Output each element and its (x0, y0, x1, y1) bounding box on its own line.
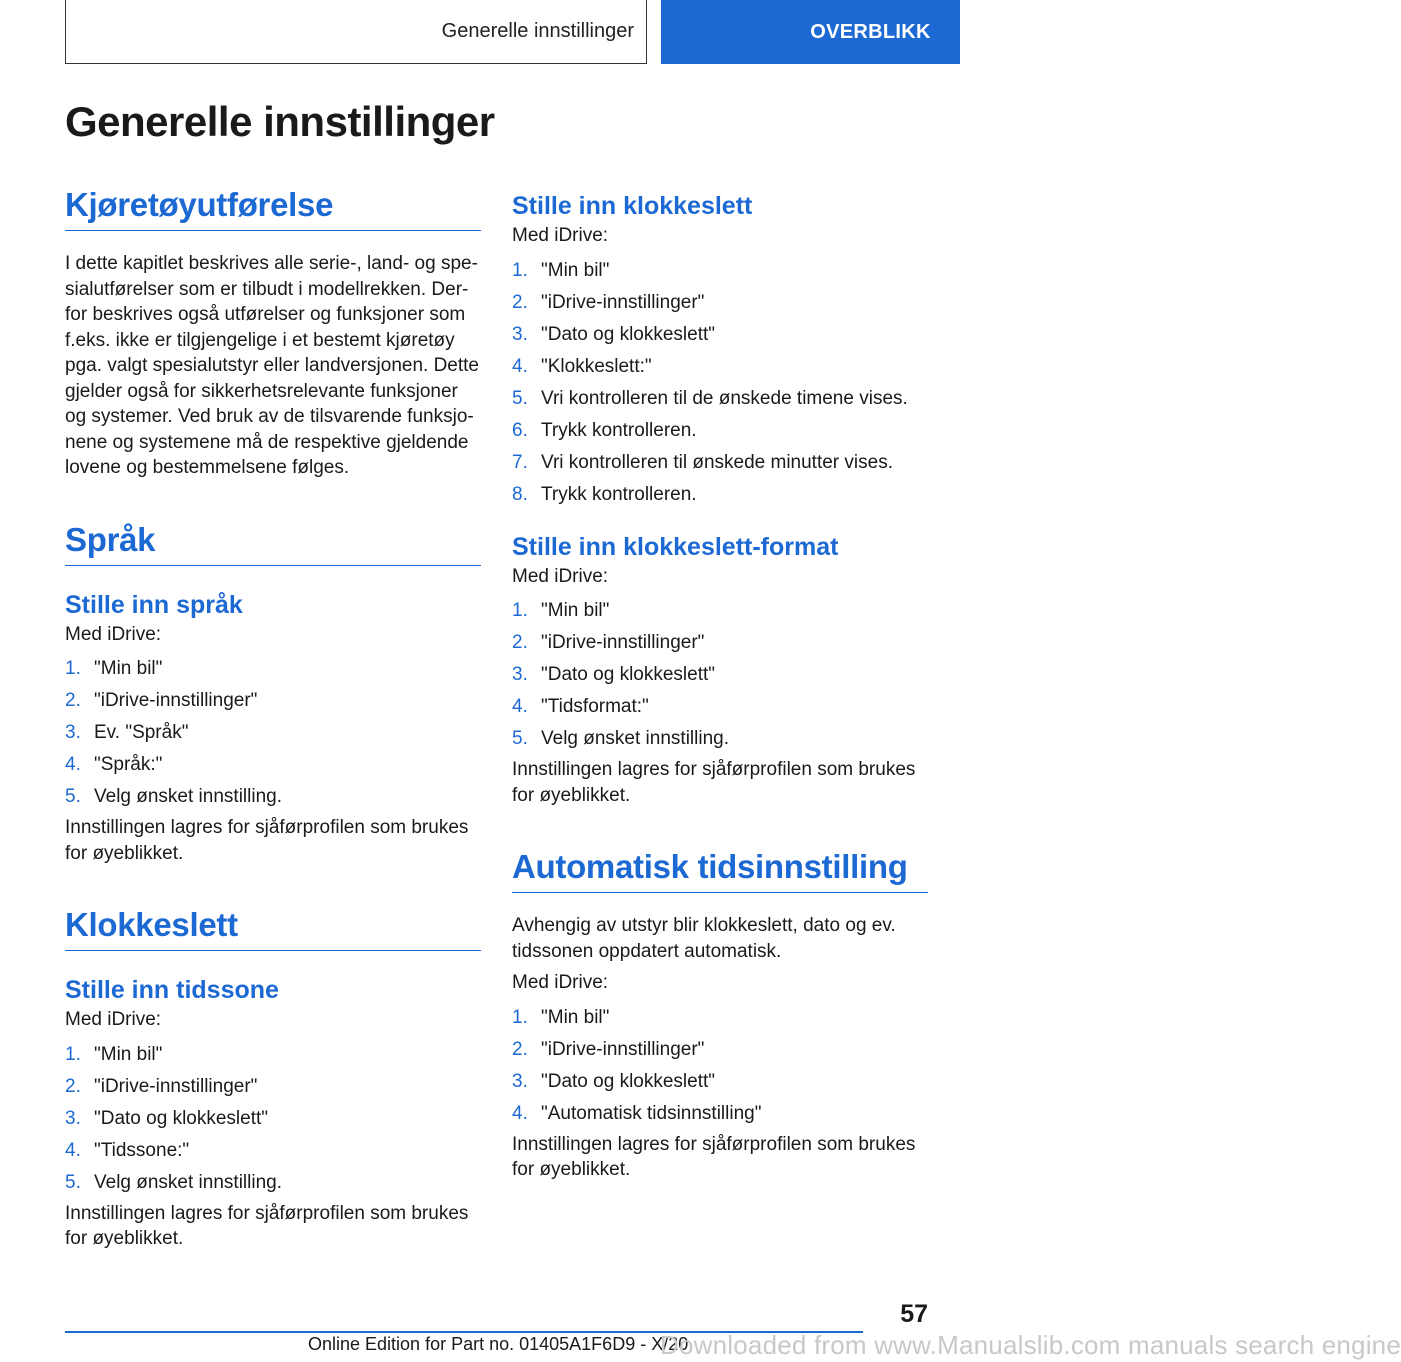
language-intro: Med iDrive: (65, 623, 162, 645)
step-number: 1. (512, 259, 528, 281)
list-item (512, 595, 928, 627)
step-text: Vri kontrolleren til ønskede minutter vises. (541, 451, 893, 473)
step-number: 7. (512, 451, 528, 473)
list-item (512, 691, 928, 723)
step-text: Velg ønsket innstilling. (541, 728, 729, 749)
auto-time-intro: Med iDrive: (512, 972, 609, 993)
step-number: 2. (65, 690, 81, 711)
overview-tab[interactable] (661, 0, 960, 64)
language-note: Innstillingen lagres for sjåførprofilen som brukes for øyeblikket. (65, 817, 469, 864)
step-number: 8. (512, 483, 528, 505)
step-number: 3. (512, 323, 528, 345)
step-text: "iDrive-innstillinger" (541, 1038, 705, 1060)
list-item (512, 1034, 928, 1066)
list-item (512, 351, 928, 383)
step-number: 1. (65, 658, 81, 679)
step-number: 5. (65, 1171, 81, 1193)
step-number: 2. (512, 291, 528, 313)
list-item (512, 255, 928, 287)
set-time-intro: Med iDrive: (512, 225, 609, 246)
list-item (512, 659, 928, 691)
step-number: 5. (65, 786, 81, 807)
step-text: "Dato og klokkeslett" (541, 1070, 716, 1092)
list-item (65, 1103, 481, 1135)
list-item (512, 723, 928, 755)
step-number: 3. (65, 722, 81, 743)
auto-time-heading: Automatisk tidsinnstilling (512, 848, 928, 893)
step-number: 3. (65, 1107, 81, 1129)
step-text: Velg ønsket innstilling. (94, 1171, 282, 1193)
step-text: "Dato og klokkeslett" (541, 323, 716, 345)
footer-edition: Online Edition for Part no. 01405A1F6D9 - X/20 (308, 1334, 689, 1354)
step-number: 5. (512, 387, 528, 409)
header-section-label: Generelle innstillinger (441, 20, 634, 42)
auto-time-note: Innstillingen lagres for sjåførprofilen som brukes for øyeblikket. (512, 1133, 916, 1180)
auto-time-steps (512, 1002, 928, 1130)
list-item (65, 749, 481, 781)
list-item (65, 653, 481, 685)
vehicle-heading: Kjøretøyutførelse (65, 186, 481, 231)
auto-time-text: Avhengig av utstyr blir klokkeslett, dato og ev. tidssonen oppdatert automatisk. (512, 915, 896, 962)
time-format-note: Innstillingen lagres for sjåførprofilen som brukes for øyeblikket. (512, 759, 916, 806)
step-number: 4. (512, 696, 528, 717)
list-item (512, 447, 928, 479)
step-text: "iDrive-innstillinger" (94, 1075, 258, 1097)
page-title: Generelle innstillinger (65, 98, 495, 145)
time-format-intro: Med iDrive: (512, 565, 609, 587)
step-text: Trykk kontrolleren. (541, 483, 697, 505)
step-number: 3. (512, 664, 528, 685)
step-text: "Min bil" (541, 1006, 610, 1028)
step-text: "Klokkeslett:" (541, 355, 652, 377)
list-item (512, 383, 928, 415)
list-item (65, 1071, 481, 1103)
step-text: Ev. "Språk" (94, 722, 189, 743)
step-number: 1. (512, 1006, 528, 1028)
step-text: "Min bil" (94, 1043, 163, 1065)
list-item (512, 1002, 928, 1034)
list-item (512, 1066, 928, 1098)
clock-heading: Klokkeslett (65, 906, 481, 951)
step-text: "iDrive-innstillinger" (94, 690, 258, 711)
list-item (512, 415, 928, 447)
step-text: "Min bil" (541, 600, 610, 621)
list-item (512, 1098, 928, 1130)
overview-label: OVERBLIKK (810, 20, 931, 43)
step-number: 2. (512, 1038, 528, 1060)
time-format-steps (512, 595, 928, 755)
step-number: 2. (65, 1075, 81, 1097)
set-timezone-heading: Stille inn tidssone (65, 976, 279, 1004)
step-text: "Min bil" (541, 259, 610, 281)
list-item (65, 1135, 481, 1167)
list-item (65, 1167, 481, 1199)
step-number: 4. (65, 1139, 81, 1161)
watermark: Downloaded from www.Manualslib.com manuals search engine (660, 1330, 1401, 1360)
step-text: "Dato og klokkeslett" (94, 1107, 269, 1129)
step-text: "Automatisk tidsinnstilling" (541, 1102, 762, 1124)
list-item (512, 287, 928, 319)
step-text: "Tidsformat:" (541, 696, 649, 717)
step-number: 1. (65, 1043, 81, 1065)
set-time-heading: Stille inn klokkeslett (512, 192, 753, 220)
list-item (65, 781, 481, 813)
list-item (65, 685, 481, 717)
step-text: "iDrive-innstillinger" (541, 291, 705, 313)
list-item (512, 319, 928, 351)
step-number: 1. (512, 600, 528, 621)
step-text: Trykk kontrolleren. (541, 419, 697, 441)
list-item (512, 479, 928, 511)
step-text: "iDrive-innstillinger" (541, 632, 705, 653)
timezone-steps (65, 1039, 481, 1199)
step-number: 4. (512, 1102, 528, 1124)
time-format-heading: Stille inn klokkeslett-format (512, 532, 839, 561)
step-number: 6. (512, 419, 528, 441)
step-text: Velg ønsket innstilling. (94, 786, 282, 807)
left-column (65, 186, 481, 1252)
step-number: 2. (512, 632, 528, 653)
list-item (65, 1039, 481, 1071)
timezone-note: Innstillingen lagres for sjåførprofilen som brukes for øyeblikket. (65, 1202, 469, 1249)
set-language-heading: Stille inn språk (65, 590, 243, 619)
step-number: 5. (512, 728, 528, 749)
right-column (512, 186, 928, 1183)
timezone-intro: Med iDrive: (65, 1009, 162, 1030)
language-heading: Språk (65, 521, 481, 566)
set-time-steps (512, 255, 928, 511)
step-number: 4. (65, 754, 81, 775)
step-text: "Tidssone:" (94, 1139, 190, 1161)
step-number: 3. (512, 1070, 528, 1092)
step-text: Vri kontrolleren til de ønskede timene vises. (541, 387, 908, 409)
step-text: "Språk:" (94, 754, 163, 775)
step-text: "Dato og klokkeslett" (541, 664, 716, 685)
step-text: "Min bil" (94, 658, 163, 679)
list-item (65, 717, 481, 749)
list-item (512, 627, 928, 659)
language-steps (65, 653, 481, 813)
header-section-tab[interactable] (65, 0, 647, 64)
page-number: 57 (900, 1300, 928, 1328)
step-number: 4. (512, 355, 528, 377)
vehicle-text: I dette kapitlet beskrives alle serie-, land- og spe- sialutførelser som er tilbudt i modellrekken. Der- for beskrives også utførelser og funksjoner som f.eks. ikke er tilgjengelige i et bestemt kjøretøy pga. valgt spesialutstyr eller landversjonen. Dette gjelder også for sikkerhetsrelevante funksjoner og systemer. Ved bruk av de tilsvarende funksjo- nene og systemene må de respektive gjeldende lovene og bestemmelsene følges. (65, 253, 480, 478)
